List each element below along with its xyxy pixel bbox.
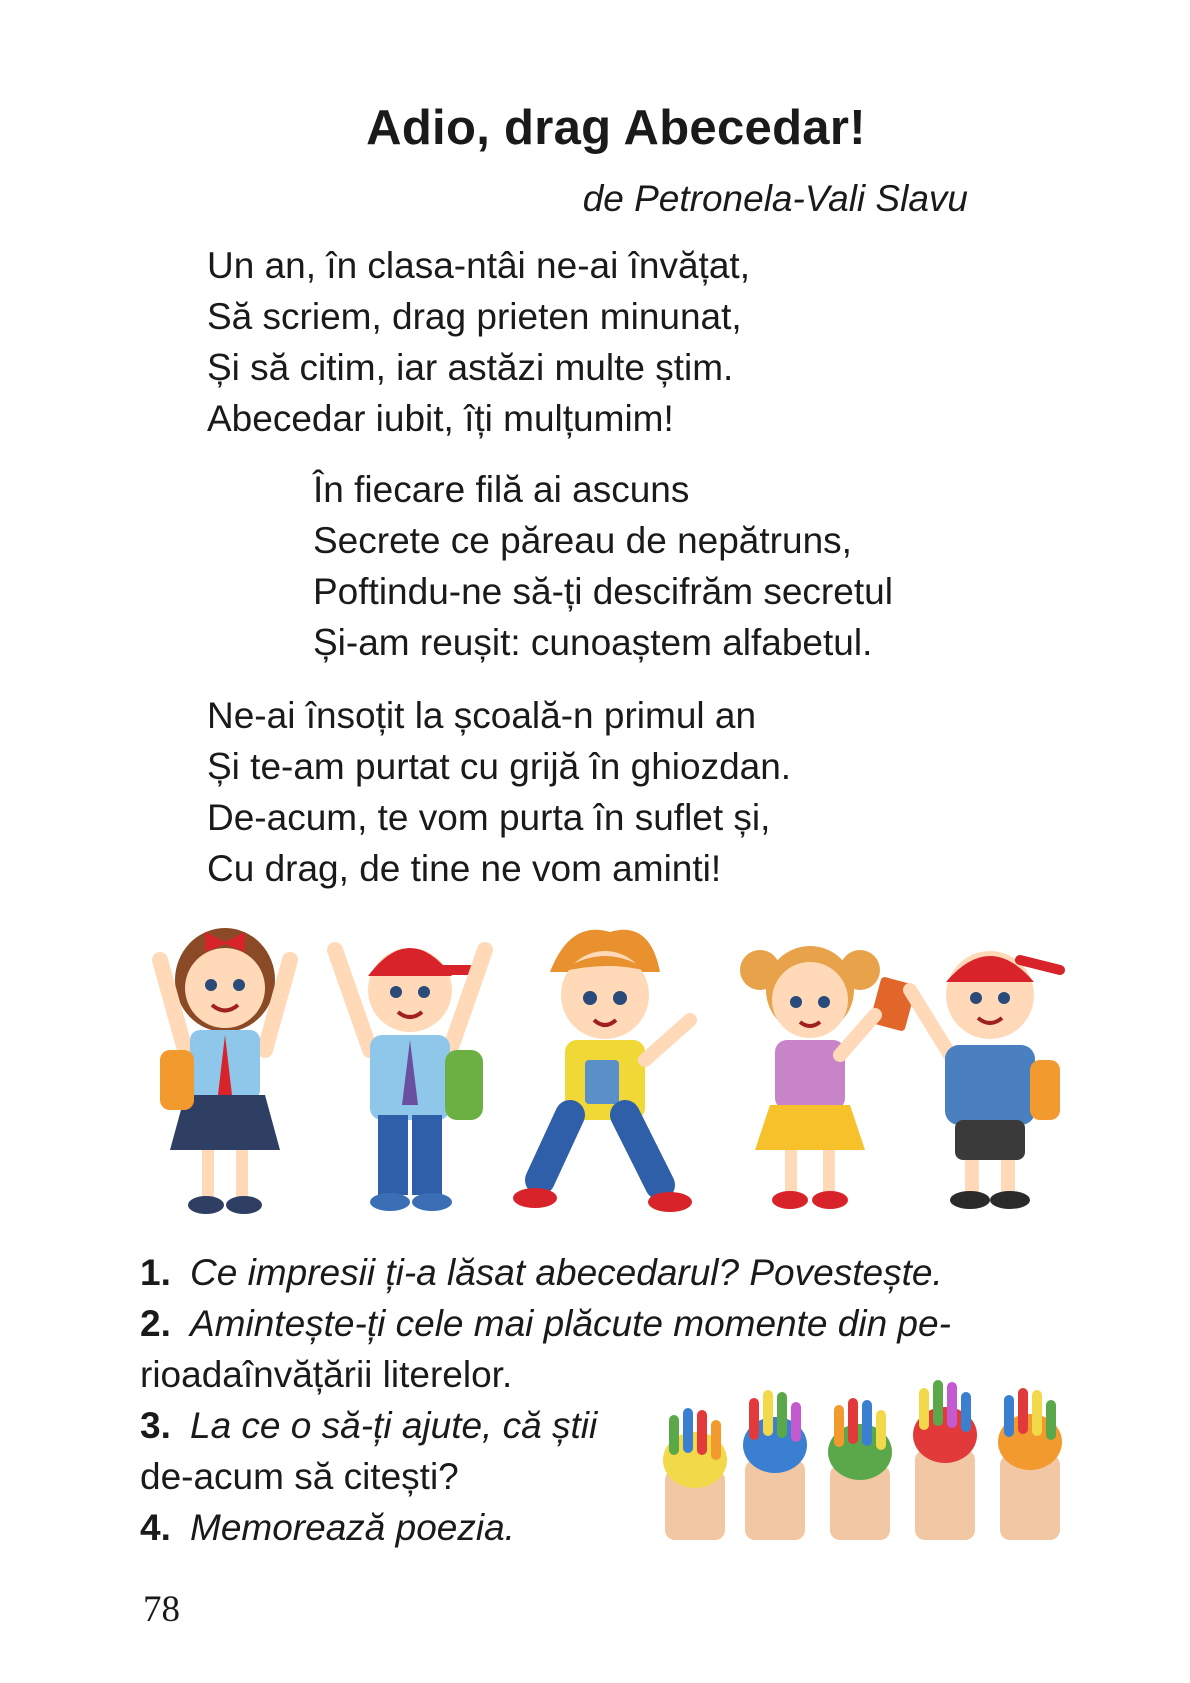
- question-text-continued: rioadaînvățării literelor.: [140, 1354, 513, 1395]
- question-text-continued: de-acum să citești?: [140, 1456, 459, 1497]
- question-number: 2.: [140, 1303, 171, 1344]
- painted-hands-icon: [655, 1370, 1100, 1540]
- verse-line: Și te-am purtat cu grijă în ghiozdan.: [207, 746, 792, 787]
- hand-icon: [743, 1390, 807, 1540]
- verse-line: În fiecare filă ai ascuns: [313, 469, 690, 510]
- hand-icon: [998, 1388, 1062, 1540]
- verse-line: De-acum, te vom purta în suflet și,: [207, 797, 771, 838]
- verse-line: Să scriem, drag prieten minunat,: [207, 296, 742, 337]
- hand-icon: [828, 1398, 892, 1540]
- question-text: Memorează poezia.: [190, 1507, 515, 1548]
- verse-line: Cu drag, de tine ne vom aminti!: [207, 848, 722, 889]
- hand-icon: [663, 1408, 727, 1540]
- question-number: 4.: [140, 1507, 171, 1548]
- boy-with-book-icon: [513, 930, 692, 1212]
- question-text: La ce o să-ți ajute, că știi: [190, 1405, 598, 1446]
- boy-with-cap-icon: [335, 948, 485, 1211]
- verse-line: Secrete ce păreau de nepătruns,: [313, 520, 852, 561]
- question-number: 1.: [140, 1252, 171, 1293]
- question-text: Amintește-ți cele mai plăcute momente din pe-: [190, 1303, 951, 1344]
- five-cartoon-children-icon: [140, 910, 1090, 1230]
- verse-line: Și să citim, iar astăzi multe știm.: [207, 347, 734, 388]
- poem-author: de Petronela-Vali Slavu: [582, 178, 968, 219]
- poem-title: Adio, drag Abecedar!: [366, 101, 866, 155]
- verse-line: Și-am reușit: cunoaștem alfabetul.: [313, 622, 873, 663]
- page-number: 78: [143, 1589, 180, 1630]
- verse-line: Un an, în clasa-ntâi ne-ai învățat,: [207, 245, 750, 286]
- verse-line: Ne-ai însoțit la școală-n primul an: [207, 695, 757, 736]
- stanza-3: [207, 690, 791, 894]
- stanza-1: [207, 240, 750, 444]
- question-number: 3.: [140, 1405, 171, 1446]
- question-item: [140, 1247, 1120, 1298]
- stanza-2: [313, 464, 893, 668]
- boy-waving-icon: [910, 951, 1060, 1209]
- girl-with-bow-icon: [160, 928, 290, 1214]
- hand-icon: [913, 1380, 977, 1540]
- verse-line: Abecedar iubit, îți mulțumim!: [207, 398, 674, 439]
- question-text: Ce impresii ți-a lăsat abecedarul? Povestește.: [190, 1252, 943, 1293]
- girl-with-pigtails-icon: [740, 946, 917, 1209]
- verse-line: Poftindu-ne să-ți descifrăm secretul: [313, 571, 893, 612]
